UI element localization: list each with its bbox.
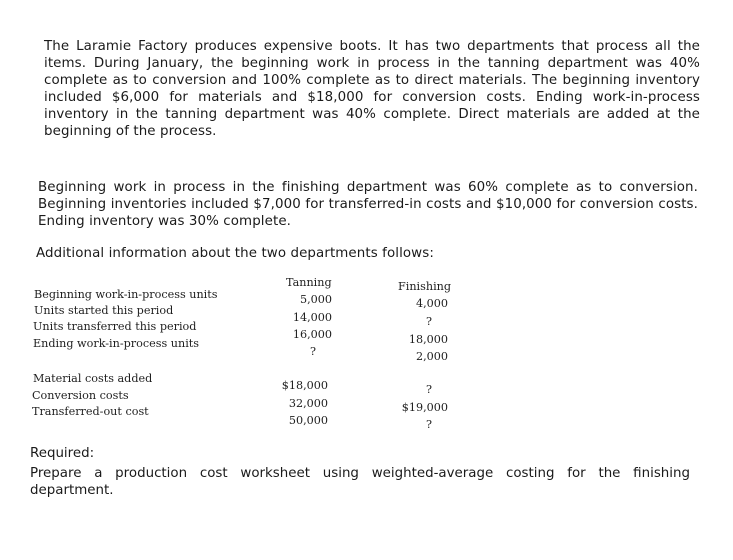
row-label-units-transferred: Units transferred this period — [33, 320, 197, 333]
row-label-conversion-costs: Conversion costs — [32, 389, 129, 402]
tanning-units-started: 14,000 — [292, 311, 332, 324]
tanning-material-costs: $18,000 — [281, 379, 328, 392]
row-label-units-started: Units started this period — [34, 304, 174, 317]
finishing-paragraph: Beginning work in process in the finishing department was 60% complete as to conversion. Beginning inventories included $7,000 for transferred-in costs and $10,000 for conversion costs. Ending inventory was 30% complete. — [38, 180, 698, 229]
tanning-beginning-wip: 5,000 — [299, 293, 332, 306]
finishing-units-transferred: 18,000 — [408, 333, 448, 346]
finishing-beginning-wip: 4,000 — [415, 297, 448, 310]
header-finishing: Finishing — [398, 280, 452, 293]
required-text: Prepare a production cost worksheet using weighted-average costing for the finishing department. — [30, 466, 690, 498]
finishing-material-costs: ? — [426, 383, 432, 396]
finishing-conversion-costs: $19,000 — [401, 401, 448, 414]
finishing-ending-wip: 2,000 — [415, 350, 448, 363]
tanning-ending-wip: ? — [310, 345, 316, 358]
row-label-transferred-out: Transferred-out cost — [32, 405, 149, 418]
intro-paragraph: The Laramie Factory produces expensive boots. It has two departments that process all the items. During January, the beginning work in process in the tanning department was 40% complete as to conversion and 100% complete as to direct materials. The beginning inventory included $6,000 for materials and $18,000 for conversion costs. Ending work-in-process inventory in the tanning department was 40% complete. Direct materials are added at the beginning of the process. — [44, 39, 700, 139]
tanning-transferred-out: 50,000 — [288, 414, 328, 427]
finishing-transferred-out: ? — [426, 418, 432, 431]
tanning-conversion-costs: 32,000 — [288, 397, 328, 410]
row-label-ending-wip: Ending work-in-process units — [33, 337, 200, 350]
required-heading: Required: — [30, 446, 95, 461]
finishing-units-started: ? — [426, 315, 432, 328]
row-label-beginning-wip: Beginning work-in-process units — [34, 288, 218, 301]
row-label-material-costs: Material costs added — [33, 372, 153, 385]
additional-info-line: Additional information about the two departments follows: — [36, 246, 434, 261]
tanning-units-transferred: 16,000 — [292, 328, 332, 341]
header-tanning: Tanning — [286, 276, 332, 289]
